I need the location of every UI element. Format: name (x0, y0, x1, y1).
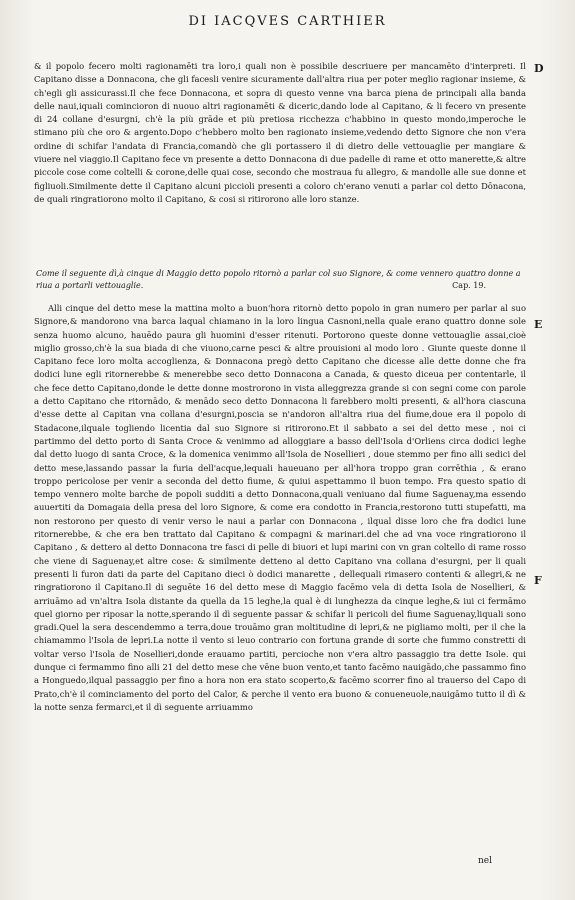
chapter-title: Come il seguente dì,à cinque di Maggio detto popolo ritornò a parlar col suo Signore, & come vennero quattro donne a riua a portarli vettouaglie. (36, 269, 521, 290)
chapter-heading (36, 268, 524, 292)
running-header: DI IACQVES CARTHIER (188, 14, 387, 29)
paragraph: Alli cinque del detto mese la mattina molto a buon'hora ritornò detto popolo in gran numero per parlar al suo Signore,& mandorono vna barca laqual chiamano in la loro lingua Casnoni,nella quale erano quattro donne sole senza huomo alcuno, hauēdo paura gli huomini d'esser ritenuti. Portorono queste donne vettouaglie assai,cioè miglio grosso,ch'è la sua biada di che viuono,carne pesci & altre prouisioni al modo loro . Giunte queste donne il Capitano fece loro molta accoglienza, & Donnacona pregò detto Capitano che dicesse alle dette donne che fra dodici lune egli ritornerebbe & menerebbe seco detto Donnacona a Canada, & questo diceua per contentarle, il che fece detto Capitano,donde le dette donne mostrorono in vista alleggrezza grande si con segni come con parole a detto Capitano che ritornādo, & menādo seco detto Donnacona li farebbero molti presenti, & all'hora ciascuna d'esse dette al Capitan vna collana d'esurgni,poscia se n'andoron all'altra riua del fiume,doue era il popolo di Stadacone,ilquale togliendo licentia dal suo Signore si ritirorono.Et il sabbato a sei del detto mese , noi ci partimmo del detto porto di Santa Croce & venimmo ad alloggiare a basso dell'Isola d'Orliens circa dodici leghe dal detto luogo di santa Croce, & la domenica venimmo all'Isola de Nosellieri , doue stemmo per fino alli sedici del detto mese,lassando passar la furia dell'acque,lequali haueuano per all'hora troppo gran corrēthia , & erano troppo pericolose per venir a seconda del detto fiume, & quiui aspettammo il buon tempo. Fra questo spatio di tempo vennero molte barche de popoli sudditi a detto Donnacona,quali veniuano dal fiume Saguenay,ma essendo auuertiti da Domagaia della presa del loro Signore, & come era condotto in Francia,restorono tutti stupefatti, ma non restorono per questo di venir verso le naui a parlar con Donnacona , ilqual disse loro che fra dodici lune ritornerebbe, & che era ben trattato dal Capitano & compagni & marinari.del che ad vna voce ringratiorono il Capitano , & dettero al detto Donnacona tre fasci di pelle di biuori et lupi marini con vn gran coltello di rame rosso che viene di Saguenay,et altre cose: & similmente detteno al detto Capitano vna collana d'esurgni, per li quali presenti li furon dati da parte del Capitano dieci ò dodici manarette , dellequali rimasero contenti & allegri,& ne ringratiorono il Capitano.Il di seguēte 16 del detto mese di Maggio facēmo vela di detta Isola de Nosellieri, & arriuāmo ad vn'altra Isola distante da quella da 15 leghe,la qual è di lunghezza da cinque leghe,& iui ci fermāmo quel giorno per riposar la notte,sperando il dì seguente passar & schifar li pericoli del fiume Saguenay,liquali sono gradi.Quel la sera descendemmo a terra,doue trouāmo gran moltitudine di lepri,& ne pigliamo molti, per il che la chiamammo l'Isola de lepri.La notte il vento si leuo contrario con fortuna grande di sorte che fummo constretti di voltar verso l'Isola de Nosellieri,donde erauamo partiti, percioche non v'era altro passaggio tra dette Isole. qui dunque ci fermammo fino alli 21 del detto mese che vēne buon vento,et tanto facēmo nauigādo,che passammo fino a Honguedo,ilqual passaggio per fino a hora non era stato scoperto,& facēmo scorrer fino al trauerso del Capo di Prato,ch'è il cominciamento del porto del Calor, & perche il vento era buono & conueneuole,nauigāmo tutto il dì & la notte senza fermarci,et il dì seguente arriuammo (34, 303, 526, 712)
chapter-number: Cap. 19. (452, 281, 486, 290)
catchword: nel (478, 856, 493, 866)
margin-letter-d: D (534, 62, 544, 75)
margin-letter-f: F (534, 574, 542, 587)
body-text-section-1 (34, 60, 526, 244)
paragraph: & il popolo fecero molti ragionamēti tra loro,i quali non è possibile descriuere per mancamēto d'interpreti. Il Capitano disse a Donnacona, che gli facesli venire sicuramente dall'altra riua per poter meglio ragionar insieme, & ch'egli gli assicurassi.Il che fece Donnacona, et sopra di questo venne vna barca piena de principali alla banda delle naui,iquali comincioron di nuouo altri ragionamēti & diceric,dando lode al Capitano, & li fecero vn presente di 24 collane d'esurgni, ch'è la più grāde et più pretiosa ricchezza c'habbino in questo mondo,imperoche le stimano più che oro & argento.Dopo c'hebbero molto ben ragionato insieme,vedendo detto Signore che non v'era ordine di schifar l'andata di Francia,comandò che gli portassero il di dietro delle vettouaglie per mangiare & viuere nel viaggio.Il Capitano fece vn presente a detto Donnacona di due padelle di rame et otto manerette,& altre piccole cose come coltelli & corone,delle quai cose, secondo che mostraua fu allegro, & mandolle alle sue donne et figliuoli.Similmente dette il Capitano alcuni piccioli presenti a coloro ch'erano venuti a parlar col detto Dōnacona, de quali ringratiorono molto il Capitano, & cosi si ritirorono alle loro stanze. (34, 61, 526, 204)
body-text-section-2 (34, 302, 526, 862)
margin-letter-e: E (534, 318, 543, 331)
